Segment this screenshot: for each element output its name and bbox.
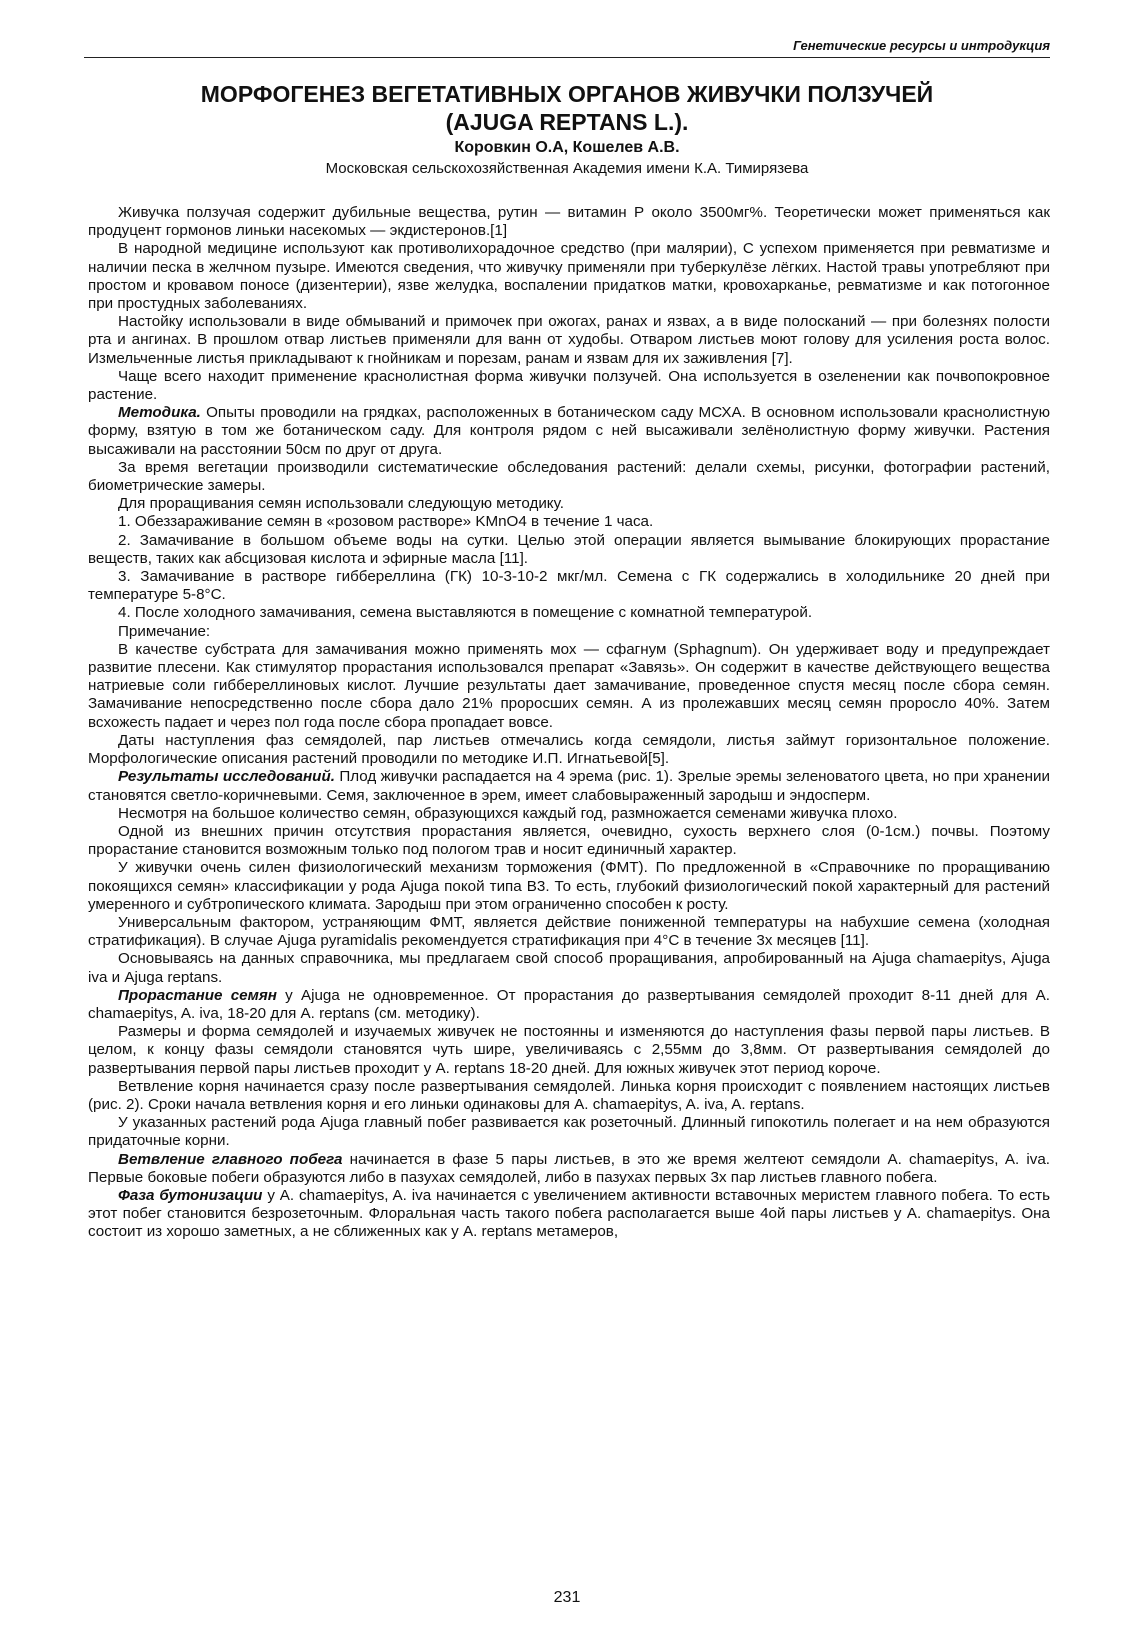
paragraph: [88, 1023, 1050, 1078]
paragraph-text: У указанных растений рода Ajuga главный побег развивается как розеточный. Длинный гипокотиль полегает и на нем образуются придаточные корни.: [88, 1114, 1050, 1150]
paragraph-text: Примечание:: [118, 622, 211, 640]
paragraph-text: В качестве субстрата для замачивания можно применять мох — сфагнум (Sphagnum). Он удерживает воду и предупреждает развитие плесени. Как стимулятор прорастания использовался препарат «Завязь». Он содержит в качестве действующего вещества натриевые соли гиббереллиновых кислот. Лучшие результаты дает замачивание, проведенное спустя месяц после сбора семян. Замачивание непосредственно после сбора дало 21% проросших семян. А из пролежавших месяц семян проросло 40%. Затем всхожесть падает и через пол года после сбора пропадает вовсе.: [88, 640, 1050, 731]
paragraph-text: Несмотря на большое количество семян, образующихся каждый год, размножается семенами живучка плохо.: [118, 804, 898, 822]
paragraph: [88, 1151, 1050, 1187]
paragraph: [88, 823, 1050, 859]
paragraph-text: Даты наступления фаз семядолей, пар листьев отмечались когда семядоли, листья займут горизонтальное положение. Морфологические описания растений проводили по методике И.П. Игнатьевой[5].: [88, 731, 1050, 768]
paragraph-text: Опыты проводили на грядках, расположенных в ботаническом саду МСХА. В основном использовали краснолистную форму, взятую в том же ботаническом саду. Для контроля рядом с ней высаживали зелёнолистную форму живучки. Растения высаживали на расстоянии 50см по друг от друга.: [88, 404, 1050, 458]
paragraph: [88, 604, 1050, 622]
paragraph: [88, 768, 1050, 804]
paragraph-text: 2. Замачивание в большом объеме воды на сутки. Целью этой операции является вымывание блокирующих прорастание веществ, таких как абсцизовая кислота и эфирные масла [11].: [88, 531, 1050, 567]
paragraph-text: Для проращивания семян использовали следующую методику.: [118, 495, 564, 513]
paragraph-text: За время вегетации производили систематические обследования растений: делали схемы, рисунки, фотографии растений, биометрические замеры.: [88, 458, 1050, 495]
paragraph-text: начинается в фазе 5 пары листьев, в это же время желтеют семядоли A. chamaepitys, A. iva. Первые боковые побеги образуются либо в пазухах семядолей, либо в пазухах первых 3х пар листьев главного побега.: [88, 1150, 1050, 1186]
paragraph: [88, 623, 1050, 641]
paragraph-text: Плод живучки распадается на 4 эрема (рис. 1). Зрелые эремы зеленоватого цвета, но при хранении становятся светло-коричневыми. Семя, заключенное в эрем, имеет слабовыраженный зародыш и эндосперм.: [88, 768, 1050, 804]
paragraph-text: Живучка ползучая содержит дубильные вещества, рутин — витамин Р около 3500мг%. Теоретически может применяться как продуцент гормонов линьки насекомых — экдистеронов.[1]: [88, 204, 1050, 240]
paragraph: [88, 459, 1050, 495]
page-number: 231: [553, 1589, 581, 1606]
paragraph-text: Ветвление корня начинается сразу после развертывания семядолей. Линька корня происходит с появлением настоящих листьев (рис. 2). Сроки начала ветвления корня и его линьки одинаковы для A. chamaepitys, A. iva, A. reptans.: [88, 1077, 1050, 1113]
paragraph: [88, 859, 1050, 914]
section-lead: Фаза бутонизации: [118, 1186, 263, 1204]
paragraph-text: Чаще всего находит применение краснолистная форма живучки ползучей. Она используется в озеленении как почвопокровное растение.: [88, 367, 1050, 404]
paragraph: [88, 568, 1050, 604]
section-lead: Прорастание семян: [118, 986, 277, 1004]
paragraph: [88, 641, 1050, 732]
paragraph-text: Универсальным фактором, устраняющим ФМТ, является действие пониженной температуры на набухшие семена (холодная стратификация). В случае Ajuga pyramidalis рекомендуется стратификация при 4°С в течение 3х месяцев [11].: [88, 913, 1050, 950]
paragraph: [88, 805, 1050, 823]
paragraph: [88, 987, 1050, 1023]
paragraph: [88, 513, 1050, 531]
article-affiliation: Московская сельскохозяйственная Академия имени К.А. Тимирязева: [325, 160, 809, 177]
paragraph: [88, 950, 1050, 986]
section-lead: Результаты исследований.: [118, 768, 335, 786]
paragraph-text: у Ajuga не одновременное. От прорастания до развертывания семядолей проходит 8-11 дней для A. chamaepitys, A. iva, 18-20 для A. reptans (см. методику).: [88, 986, 1051, 1022]
paragraph-text: Основываясь на данных справочника, мы предлагаем свой способ проращивания, апробированный на Ajuga chamaepitys, Ajuga iva и Ajuga reptans.: [88, 950, 1050, 986]
paragraph-text: 1. Обеззараживание семян в «розовом растворе» KMnO4 в течение 1 часа.: [118, 513, 654, 531]
paragraph-text: Настойку использовали в виде обмываний и примочек при ожогах, ранах и язвах, а в виде полосканий — при болезнях полости рта и ангинах. В прошлом отвар листьев применяли для ванн от худобы. Отваром листьев моют голову для усиления роста волос. Измельченные листья прикладывают к гнойникам и порезам, ранам и язвам для их заживления [7].: [88, 313, 1050, 367]
paragraph-text: Одной из внешних причин отсутствия прорастания является, очевидно, сухость верхнего слоя (0-1см.) почвы. Поэтому прорастание становится возможным только под пологом трав и носит единичный характер.: [88, 822, 1050, 859]
running-head: Генетические ресурсы и интродукция: [793, 38, 1050, 53]
paragraph-text: 3. Замачивание в растворе гиббереллина (ГК) 10-3-10-2 мкг/мл. Семена с ГК содержались в холодильнике 20 дней при температуре 5-8°С.: [88, 568, 1050, 604]
paragraph: [88, 1078, 1050, 1114]
section-lead: Ветвление главного побега: [118, 1150, 343, 1168]
article-title-line-1: МОРФОГЕНЕЗ ВЕГЕТАТИВНЫХ ОРГАНОВ ЖИВУЧКИ ПОЛЗУЧЕЙ: [200, 81, 934, 107]
paragraph: [88, 404, 1050, 459]
paragraph: [88, 732, 1050, 768]
paragraph-text: В народной медицине используют как противолихорадочное средство (при малярии), С успехом применяется при ревматизме и наличии песка в желчном пузыре. Имеются сведения, что живучку применяли при туберкулёзе лёгких. Настой травы употребляют при простом и кровавом поносе (дизентерии), язве желудка, воспалении придатков матки, кровохарканье, ревматизме и как потогонное при простудных заболеваниях.: [88, 240, 1050, 313]
paragraph: [88, 313, 1050, 368]
paragraph: [88, 914, 1050, 950]
paragraph: [88, 532, 1050, 568]
header-rule: [84, 57, 1050, 58]
paragraph: [88, 1114, 1050, 1150]
paragraph-text: Размеры и форма семядолей и изучаемых живучек не постоянны и изменяются до наступления фазы первой пары листьев. В целом, к концу фазы семядоли становятся чуть шире, увеличиваясь с 2,55мм до 3,8мм. От развертывания семядолей до развертывания первой пары листьев проходит у A. reptans 18-20 дней. Для южных живучек этот период короче.: [88, 1023, 1050, 1077]
paragraph-text: 4. После холодного замачивания, семена выставляются в помещение с комнатной температурой.: [118, 604, 813, 622]
article-body: [88, 204, 1050, 1242]
article-title-line-2: (AJUGA REPTANS L.).: [445, 109, 689, 135]
paragraph: [88, 1187, 1050, 1242]
section-lead: Методика.: [118, 404, 201, 422]
paragraph: [88, 495, 1050, 513]
paragraph-text: У живучки очень силен физиологический механизм торможения (ФМТ). По предложенной в «Справочнике по проращиванию покоящихся семян» классификации у рода Ajuga покой типа В3. То есть, глубокий физиологический покой характерный для растений умеренного и субтропического климата. Зародыш при этом ограниченно способен к росту.: [88, 859, 1050, 913]
paragraph-text: у A. chamaepitys, A. iva начинается с увеличением активности вставочных меристем главного побега. То есть этот побег становится безрозеточным. Флоральная часть такого побега располагается выше 4ой пары листьев у A. chamaepitys. Она состоит из хорошо заметных, а не сближенных как у A. reptans метамеров,: [88, 1186, 1050, 1241]
paragraph: [88, 204, 1050, 240]
article-authors: Коровкин О.А, Кошелев А.В.: [454, 139, 680, 156]
paragraph: [88, 240, 1050, 313]
paragraph: [88, 368, 1050, 404]
